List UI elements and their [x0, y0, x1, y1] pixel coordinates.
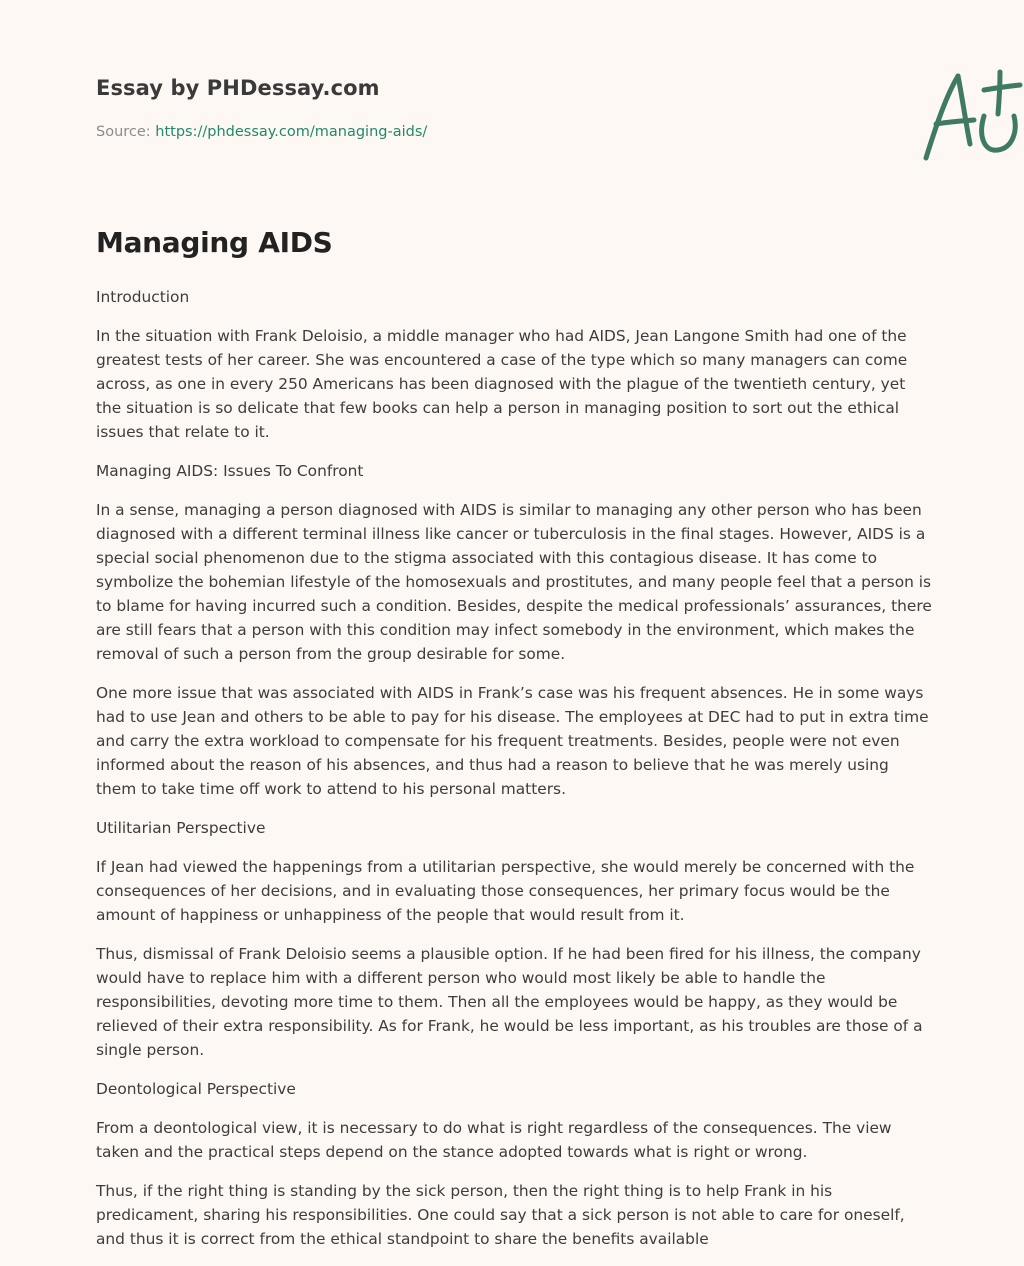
section-heading: Introduction [96, 288, 190, 306]
essay-paragraph: Thus, dismissal of Frank Deloisio seems a plausible option. If he had been fired for his illness, the company would have to replace him with a different person who would most likely be able to handle the responsibilities, devoting more time to them. Then all the employees would be happy, as they would be relieved of their extra responsibility. As for Frank, he would be less important, as his troubles are those of a single person. [96, 945, 923, 1059]
site-title: Essay by PHDessay.com [96, 76, 380, 100]
essay-paragraph: One more issue that was associated with AIDS in Frank’s case was his frequent absences. He in some ways had to use Jean and others to be able to pay for his disease. The employees at DEC had to put in extra time and carry the extra workload to compensate for his frequent treatments. Besides, people were not even informed about the reason of his absences, and thus had a reason to believe that he was merely using them to take time off work to attend to his personal matters. [96, 684, 929, 798]
section-heading: Managing AIDS: Issues To Confront [96, 462, 364, 480]
a-plus-logo-icon [914, 66, 1024, 166]
source-label: Source: [96, 124, 151, 140]
essay-paragraph: Thus, if the right thing is standing by the sick person, then the right thing is to help Frank in his predicament, sharing his responsibilities. One could say that a sick person is not able to care for oneself, and thus it is correct from the ethical standpoint to share the benefits available [96, 1182, 905, 1248]
source-link[interactable]: https://phdessay.com/managing-aids/ [155, 124, 428, 140]
essay-paragraph: In the situation with Frank Deloisio, a middle manager who had AIDS, Jean Langone Smith had one of the greatest tests of her career. She was encountered a case of the type which so many managers can come across, as one in every 250 Americans has been diagnosed with the plague of the twentieth century, yet the situation is so delicate that few books can help a person in managing position to sort out the ethical issues that relate to it. [96, 327, 908, 441]
essay-paragraph: If Jean had viewed the happenings from a utilitarian perspective, she would merely be concerned with the consequences of her decisions, and in evaluating those consequences, her primary focus would be the amount of happiness or unhappiness of the people that would result from it. [96, 858, 915, 924]
essay-paragraph: In a sense, managing a person diagnosed with AIDS is similar to managing any other person who has been diagnosed with a different terminal illness like cancer or tuberculosis in the final stages. However, AIDS is a special social phenomenon due to the stigma associated with this contagious disease. It has come to symbolize the bohemian lifestyle of the homosexuals and prostitutes, and many people feel that a person is to blame for having incurred such a condition. Besides, despite the medical professionals’ assurances, there are still fears that a person with this condition may infect somebody in the environment, which makes the removal of such a person from the group desirable for some. [96, 501, 932, 663]
essay-paragraph: From a deontological view, it is necessary to do what is right regardless of the consequences. The view taken and the practical steps depend on the stance adopted towards what is right or wrong. [96, 1119, 892, 1161]
section-heading: Deontological Perspective [96, 1080, 296, 1098]
essay-body [96, 285, 932, 1266]
essay-title: Managing AIDS [96, 226, 333, 259]
source-line [96, 124, 427, 140]
section-heading: Utilitarian Perspective [96, 819, 266, 837]
